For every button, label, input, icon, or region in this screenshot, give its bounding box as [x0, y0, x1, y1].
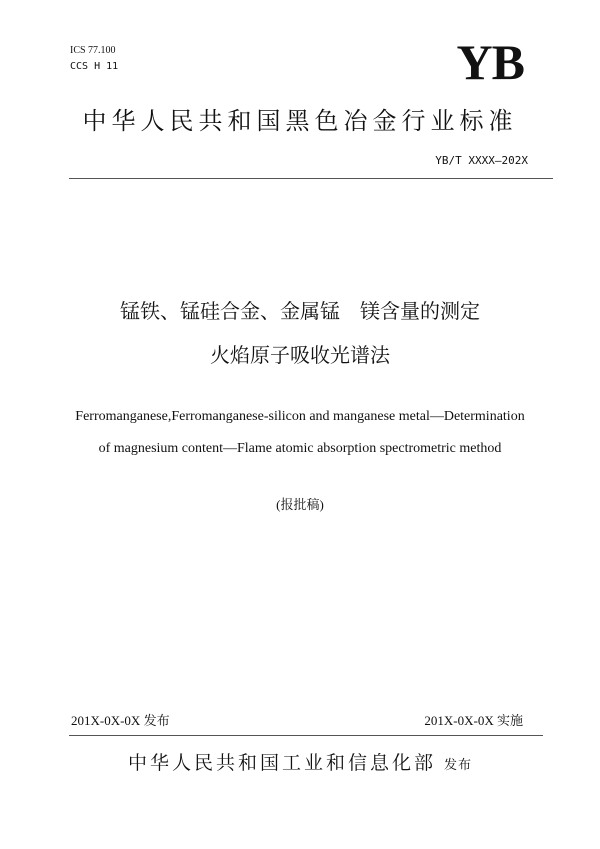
document-title-zh-line1: 锰铁、锰硅合金、金属锰 镁含量的测定 — [120, 299, 480, 323]
issuer-name: 中华人民共和国工业和信息化部 — [127, 752, 436, 774]
issuing-authority — [0, 750, 600, 779]
ccs-code: CCS H 11 — [70, 61, 119, 72]
document-title-zh-line2: 火焰原子吸收光谱法 — [210, 343, 390, 367]
document-title-en-line1: Ferromanganese,Ferromanganese-silicon and manganese metal—Determination — [75, 409, 525, 424]
document-title-en-line2: of magnesium content—Flame atomic absorption spectrometric method — [98, 441, 502, 456]
issuer-suffix: 发布 — [444, 758, 473, 773]
top-divider — [69, 178, 553, 179]
standard-number: YB/T XXXX—202X — [435, 154, 528, 167]
standard-category-title: 中华人民共和国黑色冶金行业标准 — [82, 107, 518, 135]
implementation-date: 201X-0X-0X 实施 — [424, 713, 523, 728]
draft-status: (报批稿) — [276, 497, 324, 512]
bottom-divider — [69, 735, 543, 736]
yb-logo: YB — [456, 34, 524, 90]
ics-code: ICS 77.100 — [70, 45, 116, 56]
issue-date: 201X-0X-0X 发布 — [71, 713, 170, 728]
